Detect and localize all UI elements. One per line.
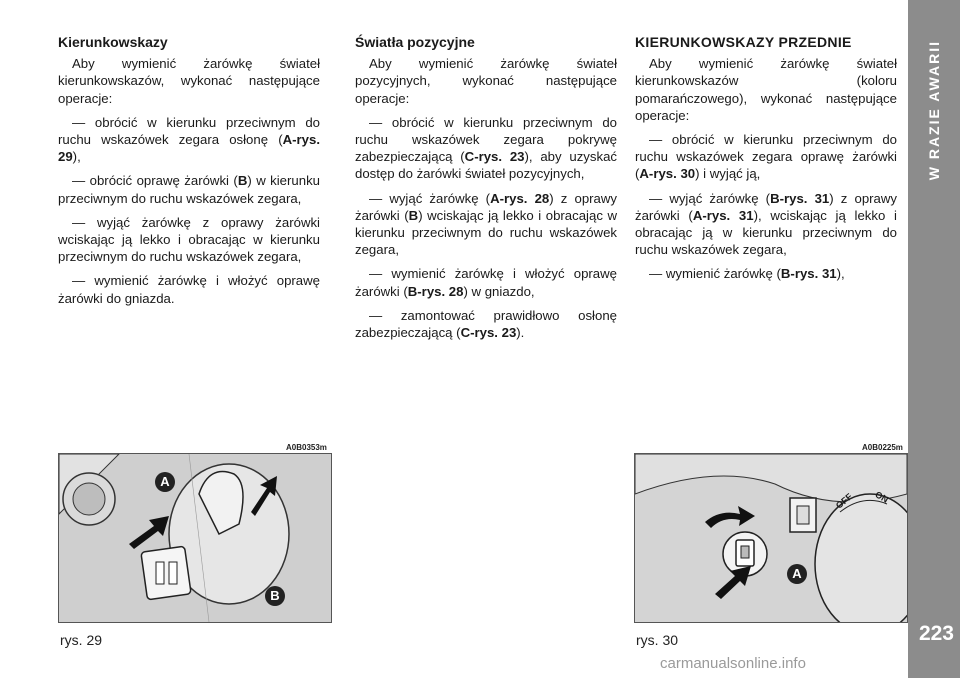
step-paragraph: — wymienić żarówkę (B-rys. 31), (649, 266, 845, 282)
step-paragraph: — wyjąć żarówkę z oprawy żarówki wciskając ją lekko i obracając w kierunku przeciwnym do ruchu wskazówek zegara, (58, 214, 320, 265)
section-sidebar (908, 0, 960, 678)
figure-caption: rys. 29 (60, 632, 103, 648)
dashboard-drawing (635, 454, 907, 622)
step-paragraph: — wyjąć żarówkę (B-rys. 31) z oprawy żarówki (A-rys. 31), wciskając ją lekko i obracając ją w kierunku przeciwnym do ruchu wskazówek zegara, (635, 190, 898, 258)
figure-reference: A-rys. 30 (639, 166, 696, 182)
figure-reference: B (408, 207, 419, 223)
figure-reference: B-rys. 31 (780, 266, 837, 282)
heading-front-turn-signals: KIERUNKOWSKAZY PRZEDNIE (635, 34, 852, 50)
step-paragraph: — obrócić w kierunku przeciwnym do ruchu wskazówek zegara osłonę (A-rys. 29), (58, 114, 320, 165)
callout-label: A (155, 472, 175, 492)
figure-reference: B (237, 173, 248, 189)
page-number: 223 (918, 622, 954, 645)
on-marking: ON (873, 489, 891, 505)
section-title: W RAZIE AWARII (926, 40, 942, 181)
step-paragraph: — obrócić w kierunku przeciwnym do ruchu wskazówek zegara pokrywę zabezpieczającą (C-rys. 23), aby uzyskać dostęp do żarówki świateł pozycyjnych, (355, 114, 617, 182)
off-marking: OFF (833, 491, 855, 511)
section-title-container (908, 0, 960, 300)
intro-paragraph: Aby wymienić żarówkę świateł pozycyjnych, wykonać następujące operacje: (355, 56, 617, 106)
step-paragraph: — wyjąć żarówkę (A-rys. 28) z oprawy żarówki (B) wciskając ją lekko i obracając w kierunku przeciwnym do ruchu wskazówek zegara, (355, 190, 618, 258)
lamp-housing-drawing (59, 454, 331, 622)
figure-caption: rys. 30 (636, 632, 679, 648)
step-paragraph: — obrócić w kierunku przeciwnym do ruchu wskazówek zegara oprawę żarówki (A-rys. 30) i wyjąć ją, (635, 132, 897, 182)
column-position-lights (355, 34, 617, 348)
intro-paragraph: Aby wymienić żarówkę świateł kierunkowskazów, wykonać następujące operacje: (58, 56, 320, 106)
figure-30-illustration (634, 453, 908, 623)
step-paragraph: — wymienić żarówkę i włożyć oprawę żarówki (B-rys. 28) w gniazdo, (355, 266, 617, 299)
step-paragraph: — obrócić oprawę żarówki (B) w kierunku przeciwnym do ruchu wskazówek zegara, (58, 173, 321, 206)
figure-29-illustration (58, 453, 332, 623)
intro-paragraph: Aby wymienić żarówkę świateł kierunkowskazów (koloru pomarańczowego), wykonać następujące operacje: (635, 56, 897, 123)
figure-reference: C-rys. 23 (460, 325, 517, 341)
figure-reference: C-rys. 23 (464, 149, 525, 165)
column-turn-signals (58, 34, 320, 314)
figure-reference: B-rys. 28 (407, 283, 464, 299)
column-front-turn-signals (635, 34, 897, 290)
heading-turn-signals: Kierunkowskazy (58, 34, 168, 50)
callout-label: B (265, 586, 285, 606)
figure-code: A0B0353m (286, 443, 327, 452)
figure-reference: B-rys. 31 (770, 190, 830, 206)
watermark: carmanualsonline.info (660, 655, 806, 672)
figure-reference: A-rys. 29 (58, 132, 320, 165)
step-paragraph: — zamontować prawidłowo osłonę zabezpieczającą (C-rys. 23). (355, 307, 617, 341)
step-paragraph: — wymienić żarówkę i włożyć oprawę żarówki do gniazda. (58, 273, 320, 306)
callout-label: A (787, 564, 807, 584)
heading-position-lights: Światła pozycyjne (355, 34, 475, 50)
figure-code: A0B0225m (862, 443, 903, 452)
figure-reference: A-rys. 31 (692, 207, 754, 223)
figure-reference: A-rys. 28 (490, 190, 550, 206)
